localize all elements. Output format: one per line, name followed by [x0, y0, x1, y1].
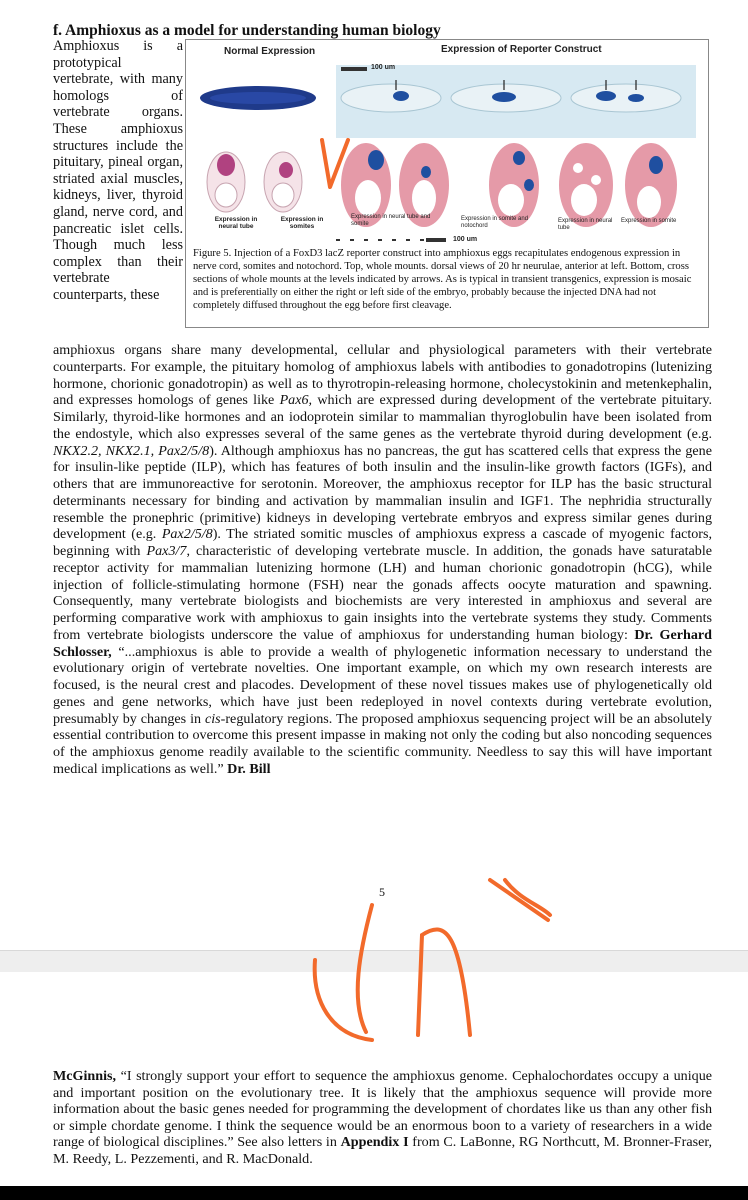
- page-number: 5: [379, 885, 385, 899]
- author-name: McGinnis,: [53, 1068, 117, 1084]
- whole-mount-reporter-1: [341, 84, 441, 112]
- label-somites: Expression in somites: [280, 216, 324, 230]
- side-paragraph: Amphioxus is a prototypical vertebrate, with many homologs of vertebrate organs. These amphioxus structures include the pituitary, pineal organ, striated axial muscles, kidneys, liver, thyroid gland, nerve cord, and pancreatic islet cells. Though much less complex than their vertebrate counterparts, these: [53, 38, 183, 303]
- label-somite-2: Expression in somite: [621, 218, 677, 224]
- section-heading: f. Amphioxus as a model for understanding human biology: [53, 22, 441, 39]
- label-normal-expression: Normal Expression: [224, 46, 316, 57]
- scale-label-bottom: 100 um: [453, 236, 478, 243]
- figure-caption: Figure 5. Injection of a FoxD3 lacZ reporter construct into amphioxus eggs recapitulates endogenous expression in nerve cord, somites and notochord. Top, whole mounts. dorsal views of 20 hr neurulae, anterior at left. Bottom, cross sections of whole mounts at the levels indicated by arrows. As is typical in transient transgenics, expression is mosaic and is preferentially on either the right or left side of the embryo, probably because the injected DNA had not completely diffused throughout the egg before first cleavage.: [193, 248, 692, 311]
- continued-paragraph: [53, 1068, 712, 1168]
- label-neural-tube-2: Expression in neural tube: [558, 218, 613, 231]
- text-run: “...amphioxus is able to provide a wealth of phylogenetic information necessary to understand the evolutionary origin of vertebrate novelties. One important example, on which my own research interests are focused, is the neural crest and placodes. Development of these novel tissues makes use of phylogenetically old genes and gene networks, which have just been redeployed in novel contexts during vertebrate evolution, presumably by changes in: [53, 643, 712, 727]
- text-run: amphioxus organs share many developmental, cellular and physiological parameters with their vertebrate counterparts. For example, the pituitary homolog of amphioxus labels with antibodies to gonadotropins (lutenizing hormone, chorionic gonadotropin) as well as to thyrotropin-releasing hormone, cholecystokinin and metenkephalin, and expresses homologs of genes like: [53, 342, 712, 409]
- text-run: -regulatory regions. The proposed amphioxus sequencing project will be an absolutely essential contribution to overcome this present impasse in making not only the coding but also noncoding sequences of the amphioxus genome readily available to the scientific community. Needless to say this will have important medical implications as well.”: [53, 710, 712, 777]
- text-run: , characteristic of developing vertebrate muscle. In addition, the gonads have saturatable receptor activity for mammalian lutenizing hormone (LH) and human chorionic gonadotropin (hCG), while injection of follicle-stimulating hormone (FSH) near the gonads affects oocyte maturation and spawning. Consequently, many vertebrate biologists and biochemists are very interested in amphioxus and several are performing comparative work with amphioxus to gain insights into the vertebrate systems they study. Comments from vertebrate biologists underscore the value of amphioxus for understanding human biology:: [53, 543, 712, 643]
- label-neural-tube: Expression in neural tube: [214, 216, 258, 230]
- label-neural-tube-somite: Expression in neural tube and somite: [351, 214, 431, 227]
- text-run: which are expressed during development of the vertebrate pituitary. Similarly, thyroid-like hormones and an iodoprotein similar to mammalian thyroglobulin have been isolated from the endostyle, which also expresses several of the same genes as the vertebrate thyroid during development (e.g.: [53, 392, 713, 442]
- gene-name: NKX2.2, NKX2.1, Pax2/5/8: [53, 442, 210, 459]
- text-run: “I strongly support your effort to sequence the amphioxus genome. Cephalochordates occupy a unique and important position on the evolutionary tree. It is likely that the amphioxus sequence will provide more information about the basic genes needed for programming the development of chordates like us than any other fish or simple chordate genome. I think the sequence would be an enormous boon to a variety of researchers in a wide range of biological disciplines.” See also letters in: [53, 1068, 712, 1151]
- whole-mount-reporter-3: [571, 84, 681, 112]
- gene-name: Pax3/7: [146, 543, 187, 559]
- appendix-ref: Appendix I: [340, 1134, 409, 1151]
- author-name: Dr. Bill: [227, 760, 271, 777]
- main-paragraph: [53, 342, 712, 778]
- label-reporter-expression: Expression of Reporter Construct: [441, 44, 602, 55]
- figure-image: [186, 40, 708, 245]
- text-run: from C. LaBonne, RG Northcutt, M. Bronner-Fraser, M. Reedy, L. Pezzementi, and R. MacDonald.: [53, 1134, 712, 1167]
- gene-name: cis: [205, 710, 221, 727]
- page-gap: [0, 950, 748, 973]
- author-name: Dr. Gerhard Schlosser,: [53, 626, 712, 660]
- figure-5: [185, 39, 709, 328]
- text-run: ). Although amphioxus has no pancreas, the gut has scattered cells that express the gene for insulin-like peptide (ILP), which has features of both insulin and the insulin-like growth factors (IGFs), and others that are immunoreactive for serotonin. Moreover, the amphioxus receptor for ILP has the basic structural determinants necessary for binding and activation by mammalian insulin and IGF1. The nephridia structurally resemble the pronephric (primitive) kidneys in developing vertebrate embryos and express similar genes during development (e.g.: [53, 442, 712, 543]
- gene-name: Pax6,: [279, 392, 313, 409]
- text-run: ). The striated somitic muscles of amphioxus express a cascade of myogenic factors, beginning with: [53, 526, 712, 559]
- system-nav-bar: [0, 1186, 748, 1200]
- label-somite-notochord: Expression in somite and notochord: [461, 216, 529, 229]
- scale-label-top: 100 um: [371, 64, 396, 71]
- gene-name: Pax2/5/8: [161, 526, 213, 543]
